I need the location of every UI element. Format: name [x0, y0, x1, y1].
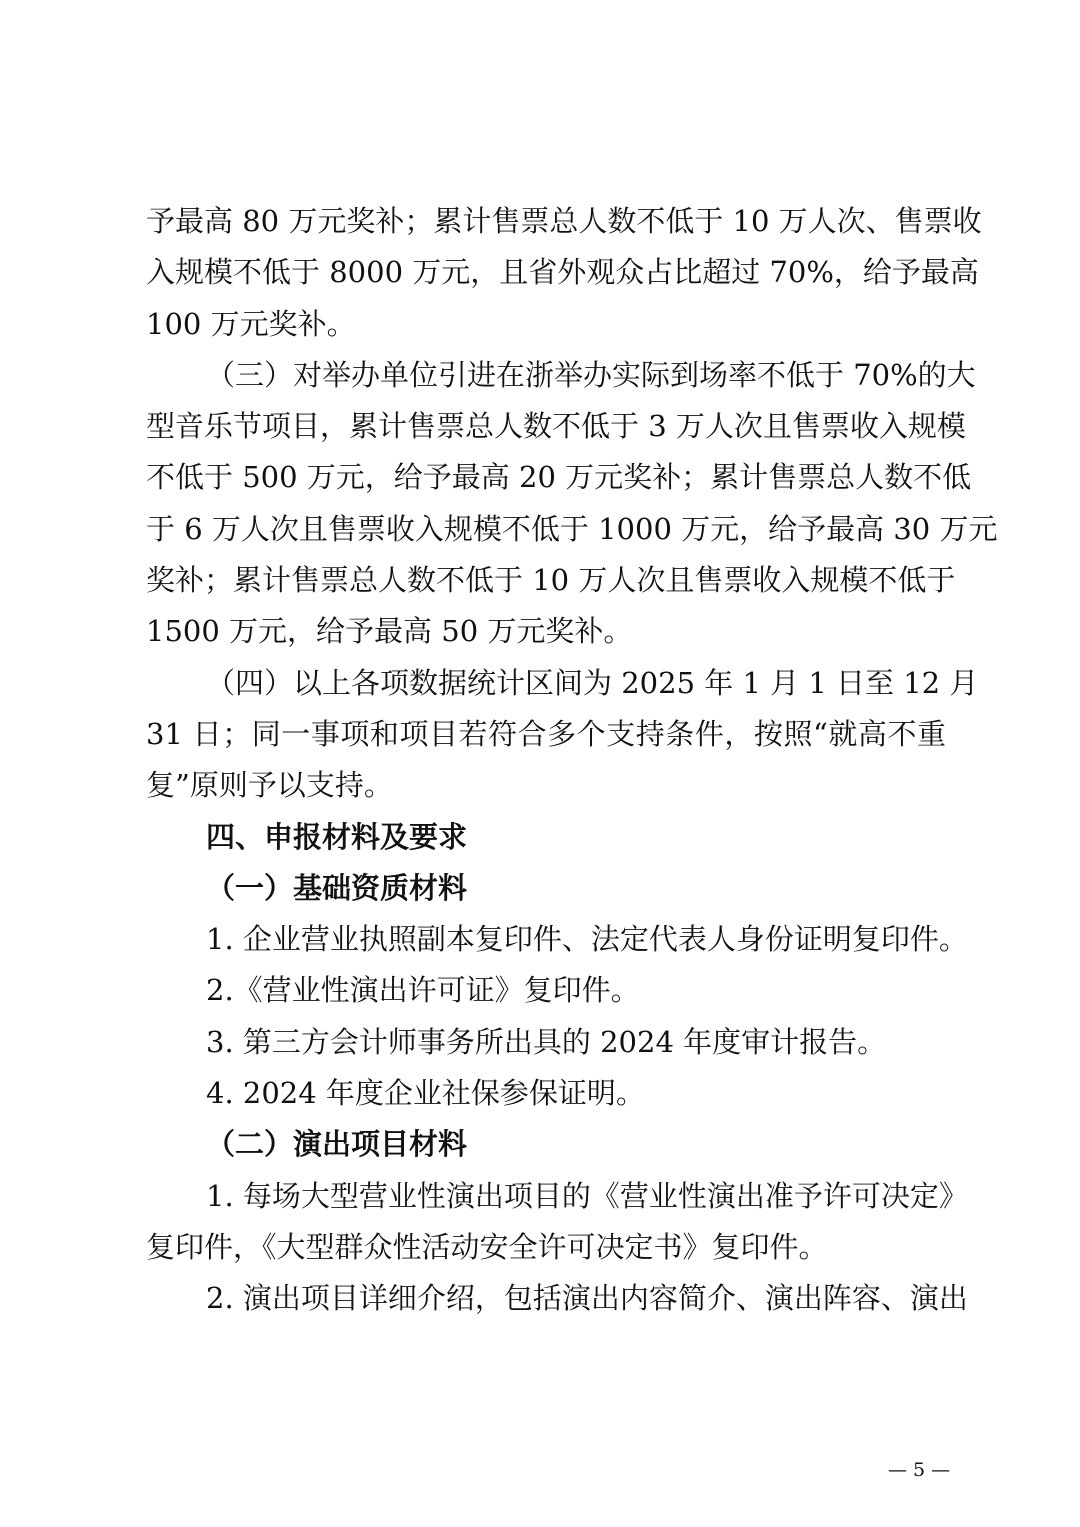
- section-three-line-2: 型音乐节项目，累计售票总人数不低于 3 万人次且售票收入规模: [146, 409, 966, 444]
- section-three-line-4: 于 6 万人次且售票收入规模不低于 1000 万元，给予最高 30 万元: [146, 511, 998, 546]
- basic-material-1: 1. 企业营业执照副本复印件、法定代表人身份证明复印件。: [206, 922, 968, 957]
- section-four-line-2: 31 日；同一事项和项目若符合多个支持条件，按照“就高不重: [146, 716, 946, 751]
- body-line-3: 100 万元奖补。: [146, 306, 356, 341]
- section-three-line-1: （三）对举办单位引进在浙举办实际到场率不低于 70%的大: [206, 357, 976, 392]
- project-material-1-line-1: 1. 每场大型营业性演出项目的《营业性演出准予许可决定》: [206, 1178, 968, 1213]
- subsection-heading-basic: （一）基础资质材料: [206, 870, 468, 905]
- subsection-heading-project: （二）演出项目材料: [206, 1127, 468, 1162]
- basic-material-2: 2.《营业性演出许可证》复印件。: [206, 973, 640, 1008]
- section-four-line-3: 复”原则予以支持。: [146, 768, 393, 803]
- section-three-line-3: 不低于 500 万元，给予最高 20 万元奖补；累计售票总人数不低: [146, 460, 972, 495]
- project-material-1-line-2: 复印件，《大型群众性活动安全许可决定书》复印件。: [146, 1229, 828, 1264]
- page-number: — 5 —: [888, 1459, 951, 1481]
- chapter-heading: 四、申报材料及要求: [206, 819, 468, 854]
- document-body: [146, 196, 998, 1325]
- basic-material-4: 4. 2024 年度企业社保参保证明。: [206, 1076, 645, 1111]
- basic-material-3: 3. 第三方会计师事务所出具的 2024 年度审计报告。: [206, 1024, 887, 1059]
- body-line-1: 予最高 80 万元奖补；累计售票总人数不低于 10 万人次、售票收: [146, 204, 982, 238]
- project-material-2-line-1: 2. 演出项目详细介绍，包括演出内容简介、演出阵容、演出: [206, 1281, 968, 1316]
- section-four-line-1: （四）以上各项数据统计区间为 2025 年 1 月 1 日至 12 月: [206, 665, 979, 700]
- section-three-line-5: 奖补；累计售票总人数不低于 10 万人次且售票收入规模不低于: [146, 563, 956, 598]
- section-three-line-6: 1500 万元，给予最高 50 万元奖补。: [146, 614, 633, 649]
- body-line-2: 入规模不低于 8000 万元，且省外观众占比超过 70%，给予最高: [146, 255, 979, 290]
